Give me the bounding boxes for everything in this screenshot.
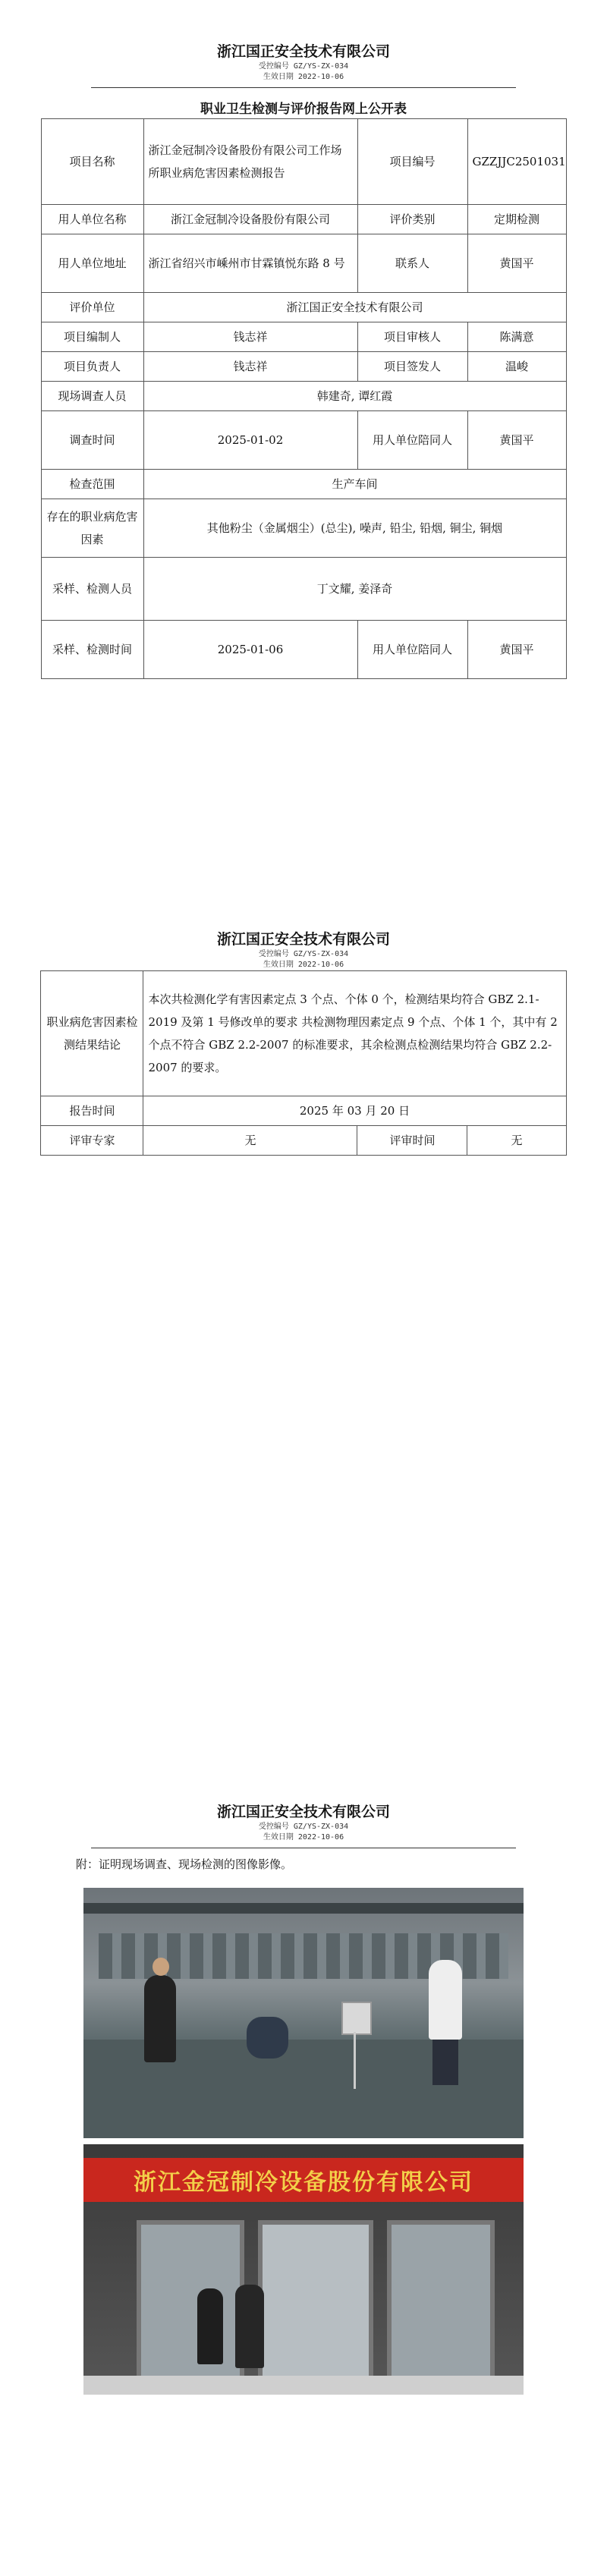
company-sign-text: 浙江金冠制冷设备股份有限公司 bbox=[134, 2169, 473, 2196]
value-reviewer: 陈满意 bbox=[467, 322, 566, 352]
label-eval-type: 评价类别 bbox=[357, 205, 467, 234]
value-eval-type: 定期检测 bbox=[467, 205, 566, 234]
detection-instrument bbox=[341, 2002, 372, 2035]
effective-date: 生效日期 2022-10-06 bbox=[263, 961, 344, 969]
company-sign bbox=[83, 2158, 524, 2202]
effective-date: 生效日期 2022-10-06 bbox=[263, 1833, 344, 1842]
document-title: 职业卫生检测与评价报告网上公开表 bbox=[200, 102, 407, 117]
value-employer-name: 浙江金冠制冷设备股份有限公司 bbox=[143, 205, 357, 234]
control-number: 受控编号 GZ/YS-ZX-034 bbox=[258, 1823, 349, 1831]
page-3 bbox=[0, 1760, 607, 2395]
label-eval-unit: 评价单位 bbox=[41, 293, 143, 322]
label-conclusion: 职业病危害因素检测结果结论 bbox=[41, 971, 143, 1096]
table-row bbox=[41, 621, 566, 679]
label-project-no: 项目编号 bbox=[357, 119, 467, 205]
table-row bbox=[41, 205, 566, 234]
value-experts: 无 bbox=[143, 1126, 357, 1156]
label-scope: 检查范围 bbox=[41, 470, 143, 499]
glass-door-center bbox=[258, 2220, 373, 2392]
value-conclusion: 本次共检测化学有害因素定点 3 个点、个体 0 个，检测结果均符合 GBZ 2.1-2019 及第 1 号修改单的要求 共检测物理因素定点 9 个点、个体 1 个，其中有 2 个点不符合 GBZ 2.2-2007 的标准要求，其余检测点检测结果均符合 GBZ 2.2-2007 的要求。 bbox=[143, 971, 566, 1096]
value-compiler: 钱志祥 bbox=[143, 322, 357, 352]
label-leader: 项目负责人 bbox=[41, 352, 143, 382]
worker-head bbox=[153, 1958, 169, 1976]
site-survey-photo bbox=[83, 1888, 524, 2138]
company-header: 浙江国正安全技术有限公司 bbox=[216, 43, 390, 60]
table-row bbox=[41, 411, 566, 470]
value-review-time: 无 bbox=[467, 1126, 566, 1156]
disclosure-table bbox=[41, 118, 567, 679]
table-row bbox=[41, 558, 566, 621]
table-row bbox=[41, 1096, 566, 1126]
label-survey-time: 调查时间 bbox=[41, 411, 143, 470]
person-right bbox=[235, 2285, 264, 2368]
value-report-time: 2025 年 03 月 20 日 bbox=[143, 1096, 566, 1126]
label-contact: 联系人 bbox=[357, 234, 467, 293]
table-row bbox=[41, 322, 566, 352]
value-issuer: 温峻 bbox=[467, 352, 566, 382]
table-row bbox=[41, 119, 566, 205]
tripod bbox=[354, 2032, 356, 2089]
table-row bbox=[41, 499, 566, 558]
label-project-name: 项目名称 bbox=[41, 119, 143, 205]
value-surveyors: 韩建奇, 谭红霞 bbox=[143, 382, 566, 411]
control-number: 受控编号 GZ/YS-ZX-034 bbox=[258, 62, 349, 71]
value-survey-time: 2025-01-02 bbox=[143, 411, 357, 470]
label-review-time: 评审时间 bbox=[357, 1126, 467, 1156]
label-report-time: 报告时间 bbox=[41, 1096, 143, 1126]
value-project-name: 浙江金冠制冷设备股份有限公司工作场所职业病危害因素检测报告 bbox=[143, 119, 357, 205]
worker-left bbox=[144, 1975, 176, 2062]
conclusion-table bbox=[40, 970, 566, 1156]
label-hazards: 存在的职业病危害因素 bbox=[41, 499, 143, 558]
worker-right bbox=[429, 1960, 462, 2040]
value-eval-unit: 浙江国正安全技术有限公司 bbox=[143, 293, 566, 322]
label-sample-escort: 用人单位陪同人 bbox=[357, 621, 467, 679]
effective-date: 生效日期 2022-10-06 bbox=[263, 73, 344, 81]
worker-crouching bbox=[247, 2017, 288, 2059]
label-employer-address: 用人单位地址 bbox=[41, 234, 143, 293]
value-survey-escort: 黄国平 bbox=[467, 411, 566, 470]
label-survey-escort: 用人单位陪同人 bbox=[357, 411, 467, 470]
value-hazards: 其他粉尘（金属烟尘）(总尘), 噪声, 铅尘, 铅烟, 铜尘, 铜烟 bbox=[143, 499, 566, 558]
glass-door-right bbox=[387, 2220, 495, 2392]
appendix-caption: 附：证明现场调查、现场检测的图像影像。 bbox=[76, 1857, 293, 1871]
page-2 bbox=[0, 888, 607, 1156]
label-samplers: 采样、检测人员 bbox=[41, 558, 143, 621]
company-header: 浙江国正安全技术有限公司 bbox=[216, 931, 390, 948]
value-leader: 钱志祥 bbox=[143, 352, 357, 382]
label-reviewer: 项目审核人 bbox=[357, 322, 467, 352]
label-issuer: 项目签发人 bbox=[357, 352, 467, 382]
table-row bbox=[41, 234, 566, 293]
table-row bbox=[41, 352, 566, 382]
table-row bbox=[41, 470, 566, 499]
floor-tiles bbox=[83, 2376, 524, 2395]
control-number: 受控编号 GZ/YS-ZX-034 bbox=[258, 950, 349, 958]
value-employer-address: 浙江省绍兴市嵊州市甘霖镇悦东路 8 号 bbox=[143, 234, 357, 293]
page-1 bbox=[0, 0, 607, 679]
glass-door-left bbox=[137, 2220, 244, 2392]
label-employer-name: 用人单位名称 bbox=[41, 205, 143, 234]
value-samplers: 丁文耀, 姜泽奇 bbox=[143, 558, 566, 621]
value-project-no: GZZJJC2501031 bbox=[467, 119, 566, 205]
person-left bbox=[197, 2288, 223, 2364]
table-row bbox=[41, 293, 566, 322]
label-compiler: 项目编制人 bbox=[41, 322, 143, 352]
label-surveyors: 现场调查人员 bbox=[41, 382, 143, 411]
label-sample-time: 采样、检测时间 bbox=[41, 621, 143, 679]
label-experts: 评审专家 bbox=[41, 1126, 143, 1156]
worker-right-legs bbox=[432, 2040, 458, 2085]
company-entrance-photo bbox=[83, 2144, 524, 2395]
company-header: 浙江国正安全技术有限公司 bbox=[216, 1804, 390, 1820]
value-contact: 黄国平 bbox=[467, 234, 566, 293]
header-divider bbox=[91, 87, 516, 88]
value-scope: 生产车间 bbox=[143, 470, 566, 499]
table-row bbox=[41, 1126, 566, 1156]
value-sample-time: 2025-01-06 bbox=[143, 621, 357, 679]
table-row bbox=[41, 971, 566, 1096]
value-sample-escort: 黄国平 bbox=[467, 621, 566, 679]
table-row bbox=[41, 382, 566, 411]
ceiling-beam bbox=[83, 1903, 524, 1914]
